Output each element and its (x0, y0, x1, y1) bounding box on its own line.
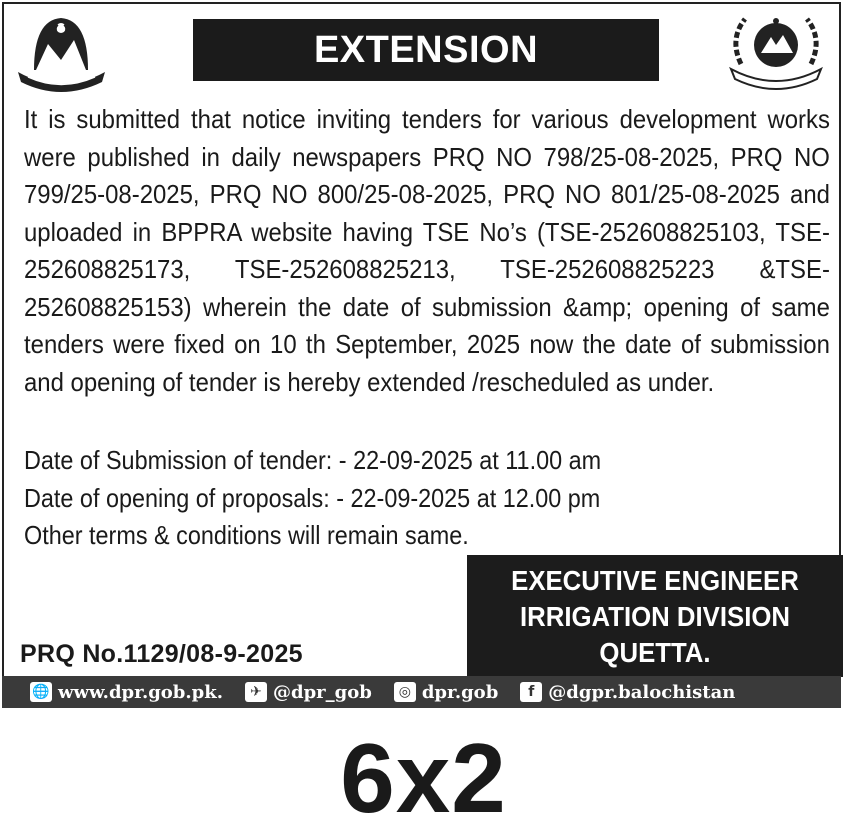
signature-title: EXECUTIVE ENGINEER (511, 565, 799, 596)
signature-location: QUETTA. (599, 637, 711, 668)
instagram-icon: ◎ (394, 682, 416, 702)
facebook-icon: f (520, 682, 542, 702)
page-title: EXTENSION (193, 19, 659, 81)
advertisement-frame (2, 2, 841, 707)
twitter-handle: @dpr_gob (272, 681, 372, 703)
notice-paragraph: It is submitted that notice inviting tenders for various development works were published in daily newspapers PRQ NO 798/25-08-2025, PRQ NO 799/25-08-2025, PRQ NO 800/25-08-2025, PRQ NO 801/25-08-2025 and uploaded in BPPRA website having TSE No’s (TSE-252608825103, TSE-252608825173, TSE-252608825213, TSE-252608825223 &TSE-252608825153) wherein the date of submission &amp; opening of same tenders were fixed on 10 th September, 2025 now the date of submission and opening of tender is hereby extended /rescheduled as under. (24, 104, 830, 397)
submission-date-line: Date of Submission of tender: - 22-09-2025 at 11.00 am (24, 445, 602, 475)
dgpr-emblem-icon (721, 9, 831, 91)
opening-date-line: Date of opening of proposals: - 22-09-2025 at 12.00 pm (24, 483, 601, 513)
prq-number: PRQ No.1129/08-9-2025 (20, 640, 303, 668)
balochistan-emblem-icon (14, 10, 109, 92)
footer-facebook[interactable] (520, 682, 735, 703)
signature-division: IRRIGATION DIVISION (519, 601, 791, 632)
facebook-handle: @dgpr.balochistan (548, 681, 736, 703)
ad-size-label: 6x2 (340, 723, 507, 833)
footer-website[interactable] (30, 682, 223, 703)
notice-body (24, 101, 830, 401)
signature-block (467, 555, 843, 677)
footer-twitter[interactable] (245, 682, 372, 703)
globe-icon: 🌐 (30, 682, 52, 702)
footer-instagram[interactable] (394, 682, 498, 703)
twitter-icon: ✈ (245, 682, 267, 702)
terms-line: Other terms & conditions will remain same. (24, 520, 469, 550)
instagram-handle: dpr.gob (421, 681, 499, 703)
website-text: www.dpr.gob.pk. (58, 681, 223, 703)
footer-bar (2, 676, 841, 708)
